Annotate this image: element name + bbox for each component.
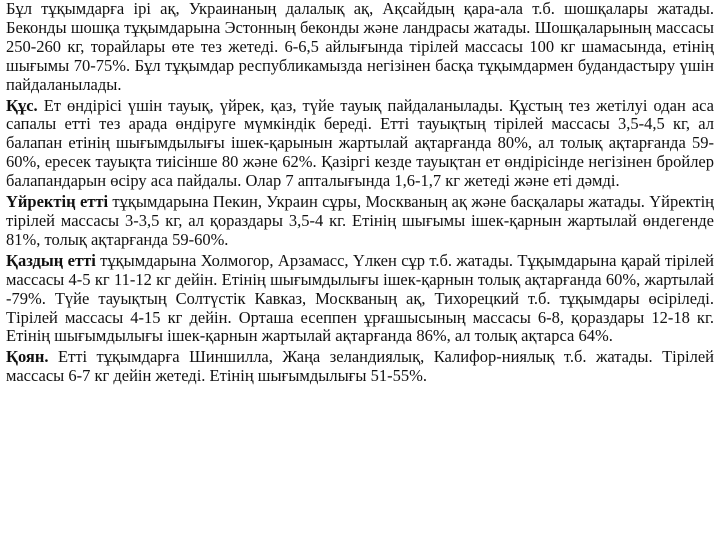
paragraph-lead: Қоян.	[6, 347, 49, 367]
paragraph-pigs	[6, 0, 714, 95]
paragraph-text: Бұл тұқымдарға ірі ақ, Украинаның далалық ақ, Ақсайдың қара-ала т.б. шошқалары жатады. Беконды шошқа тұқымдарына Эстонның беконды және ландрасы жатады. Шошқаларының массасы 250-260 кг, торайлары өте тез жетеді. 6-6,5 айлығында тірілей массасы 100 кг шамасында, етінің шығымы 70-75%. Бұл тұқымдар республикамызда негізінен басқа тұқымдармен будандастыру үшін пайдаланылады.	[6, 0, 714, 94]
paragraph-text: тұқымдарына Холмогор, Арзамасс, Үлкен сұр т.б. жатады. Тұқымдарына қарай тірілей массасы 4-5 кг 11-12 кг дейін. Етінің шығымдылығы ішек-қарнын толық ақтарғанда 60%, жартылай -79%. Түйе тауықтың Солтүстік Кавказ, Москваның ақ, Тихорецкий т.б. тұқымдары өсіріледі. Тірілей массасы 4-15 кг дейін. Орташа есеппен ұрғашысының массасы 6-8, қораздары 12-18 кг. Етінің шығымдылығы ішек-қарнын жартылай ақтарғанда 86%, ал толық ақтарса 64%.	[6, 250, 714, 346]
paragraph-text: Етті тұқымдарға Шиншилла, Жаңа зеландиялық, Калифор-ниялық т.б. жатады. Тірілей массасы 6-7 кг дейін жетеді. Етінің шығымдылығы 51-55%.	[6, 347, 714, 386]
paragraph-text: тұқымдарына Пекин, Украин сұры, Москваның ақ және басқалары жатады. Үйректің тірілей массасы 3-3,5 кг, ал қораздары 3,5-4 кг. Етінің шығымы ішек-қарнын жартылай өндегенде 81%, толық ақтарғанда 59-60%.	[6, 192, 714, 249]
paragraph-text: Ет өндірісі үшін тауық, үйрек, қаз, түйе тауық пайдаланылады. Құстың тез жетілуі одан аса сапалы етті тез арада өндіруге мүмкіндік береді. Етті тауықтың тірілей массасы 3,5-4,5 кг, ал балапан етінің шығымдылығы ішек-қарынын жартылай ақтарғанда 80%, ал толық ақтарғанда 59-60%, ересек тауықта тиісінше 80 және 62%. Қазіргі кезде тауықтан ет өндірісінде негізінен бройлер балапандарын өсіру аса пайдалы. Олар 7 апталығында 1,6-1,7 кг жетеді және еті дәмді.	[6, 95, 714, 191]
paragraph-geese	[6, 252, 714, 347]
paragraph-lead: Құс.	[6, 95, 38, 115]
paragraph-poultry	[6, 97, 714, 192]
document-page	[6, 0, 714, 386]
paragraph-rabbits	[6, 348, 714, 386]
paragraph-lead: Қаздың етті	[6, 250, 96, 270]
paragraph-lead: Үйректің етті	[6, 192, 109, 212]
paragraph-ducks	[6, 193, 714, 250]
